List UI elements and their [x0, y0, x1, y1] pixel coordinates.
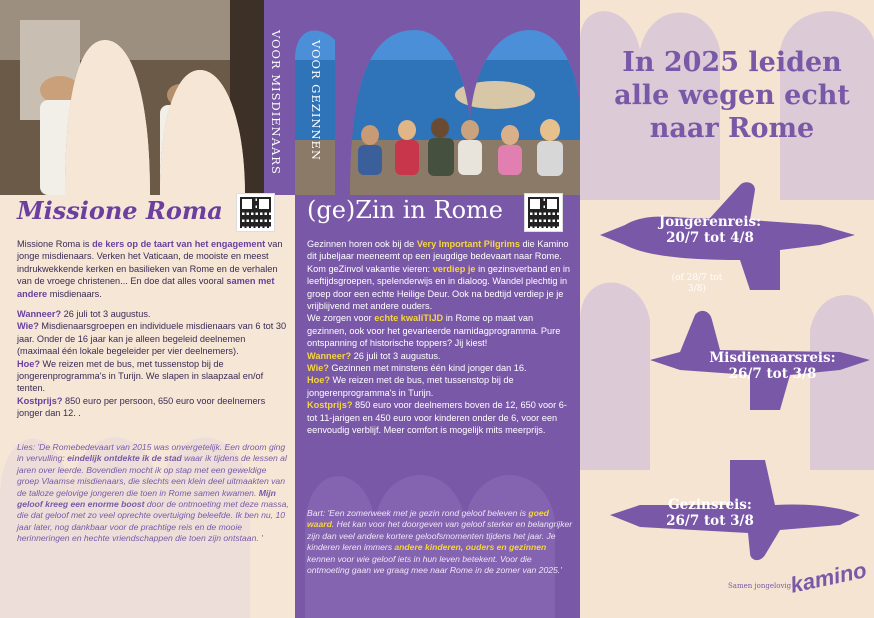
overview-heading: In 2025 leiden alle wegen echt naar Rome	[614, 47, 850, 144]
left-body: Missione Roma is de kers op de taart van het engagement van jonge misdienaars. Verken het Vaticaan, de mooiste en meest indrukwekkende kerken en basilieken van Rome en de verhalen van de vroege christenen... En doe dat alles vooral samen met andere misdienaars. Wanneer? 26 juli tot 3 augustus. Wie? Misdienaarsgroepen en individuele misdienaars van 6 tot 30 jaar. Onder de 16 jaar kan je alleen begeleid deelnemen (maximaal één lokale begeleider per vier deelnemers). Hoe? We reizen met de bus, met tussenstop bij de jongerenprogramma's in Turijn. We slapen in slaapzaal en/of tenten. Kostprijs? 850 euro per persoon, 650 euro voor deelnemers jonger dan 12. .	[17, 239, 287, 419]
trip-gezinnen: Gezinsreis: 26/7 tot 3/8	[666, 497, 754, 529]
page-title: Missione Roma	[17, 196, 223, 225]
misdienaars-panel	[0, 0, 295, 618]
altar-servers-photo	[0, 0, 295, 195]
vertical-label: VOOR GEZINNEN	[309, 40, 323, 161]
qr-code[interactable]	[237, 194, 274, 231]
testimonial-quote: Bart: 'Een zomerweek met je gezin rond geloof beleven is goed waard. Het kan voor het doorgeven van geloof sterker en belangrijker zijn dan veel andere kortere geloofsmomenten tijdens het jaar. Je kinderen leren immers andere kinderen, ouders en gezinnen kennen voor wie geloof iets in hun leven betekent. Voor die ontmoeting gaan we graag mee naar Rome in de zomer van 2025.'	[307, 508, 573, 576]
trip-jongeren-alt: (of 28/7 tot 3/8)	[671, 273, 723, 294]
tagline: Samen jongelovig	[728, 582, 792, 590]
overview-panel	[580, 0, 874, 618]
testimonial-quote: Lies: 'De Romebedevaart van 2015 was onvergetelijk. Een droom ging in vervulling: eindelijk ontdekte ik de stad waar ik tijdens de lessen al jaren over leerde. Bovendien mocht ik op stap met een geweldige groep Vlaamse misdienaars, die slechts een klein deel uitmaakten van de talloze gelovige jongeren die toen in Rome samen kwamen. Mijn geloof kreeg een enorme boost door de ontmoeting met deze massa, die dat geloof met zo veel oprechte overtuiging beleefde. Ik ben nu, 10 jaar later, nog dankbaar voor de prachtige reis en de mooie herinneringen en hechte vriendschappen die toen zijn ontstaan. '	[17, 442, 289, 544]
kamino-logo[interactable]: kamino	[788, 557, 869, 598]
page-title: (ge)Zin in Rome	[307, 196, 503, 224]
families-seaside-photo	[295, 0, 580, 195]
vertical-label: VOOR MISDIENAARS	[269, 30, 283, 175]
gezinnen-panel	[295, 0, 580, 618]
trip-jongeren: Jongerenreis: 20/7 tot 4/8	[658, 214, 762, 246]
qr-code[interactable]	[525, 194, 562, 231]
middle-body: Gezinnen horen ook bij de Very Important Pilgrims die Kamino dit jubeljaar meeneemt op een jeugdige bedevaart naar Rome. Kom geZinvol vakantie vieren: verdiep je in gezinsverband en in leeftijdsgroepen, spelenderwijs en in dialoog. Wandel plechtig in groep door een echte Heilige Deur. Ook na bedtijd verdiep je je vrijblijvend met andere ouders. We zorgen voor echte kwaliTIJD in Rome op maat van gezinnen, ook voor het gevarieerde namidagprogramma. Pure ontspanning of historische toppers? Jij kiest! Wanneer? 26 juli tot 3 augustus. Wie? Gezinnen met minstens één kind jonger dan 16. Hoe? We reizen met de bus, met tussenstop bij de jongerenprogramma's in Turijn. Kostprijs? 850 euro voor deelnemers boven de 12, 650 voor 6- tot 11-jarigen en 450 euro voor kinderen onder de 6, voor een eenvoudig verblijf. Meer comfort is mogelijk mits meerprijs.	[307, 239, 571, 436]
trip-misdienaars: Misdienaarsreis: 26/7 tot 3/8	[709, 350, 836, 382]
